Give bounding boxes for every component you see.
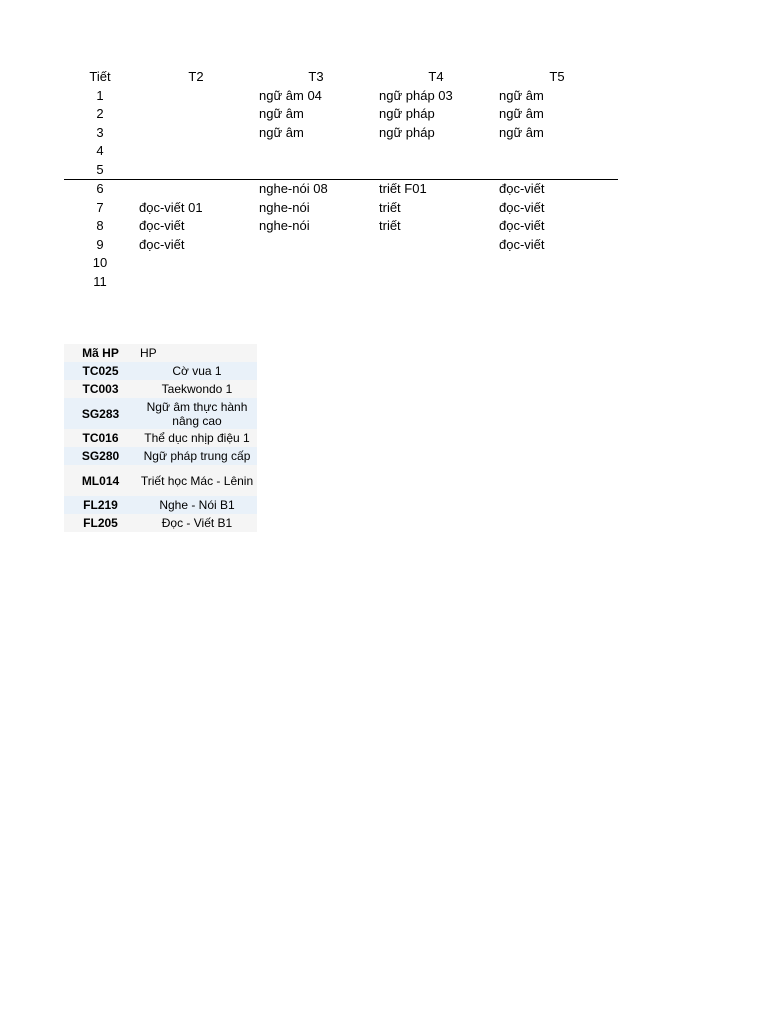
timetable [64,68,618,291]
timetable-cell [496,161,618,180]
course-row [64,398,257,429]
timetable-cell: đọc-viết [139,236,185,252]
header-t4: T4 [428,69,444,84]
timetable-cell [256,142,376,161]
timetable-row [64,236,618,255]
timetable-row [64,161,618,180]
timetable-row [64,273,618,292]
timetable-row [64,105,618,124]
course-header-row [64,344,257,362]
timetable-row [64,199,618,218]
course-code: FL205 [83,516,118,530]
course-code-header: Mã HP [82,346,119,360]
timetable-cell: ngữ pháp 03 [379,87,453,103]
course-code: TC016 [82,431,119,445]
timetable-cell: ngữ âm [499,106,544,121]
timetable-cell [136,124,256,143]
course-code: TC003 [82,382,119,396]
timetable-cell: đọc-viết [499,218,545,233]
timetable-cell [376,236,496,255]
course-row [64,362,257,380]
timetable-cell: ngữ âm 04 [259,87,322,103]
period-number: 8 [96,218,104,233]
timetable-cell [136,254,256,273]
course-row [64,496,257,514]
timetable-cell [376,142,496,161]
timetable-cell [376,254,496,273]
timetable-cell: ngữ âm [499,124,544,140]
timetable-cell [376,161,496,180]
course-row [64,380,257,398]
timetable-cell: ngữ âm [259,106,304,121]
course-name-header: HP [140,346,157,360]
period-number: 7 [96,199,104,215]
period-number: 4 [96,143,104,158]
timetable-row [64,254,618,273]
header-t3: T3 [308,69,324,84]
period-number: 1 [96,87,104,103]
course-name: Cờ vua 1 [172,364,222,378]
course-name: Ngữ âm thực hành nâng cao [146,399,248,428]
timetable-cell: đọc-viết [499,236,545,252]
timetable-cell [136,273,256,292]
timetable-cell: nghe-nói [259,199,310,215]
course-row [64,465,257,496]
timetable-cell [376,273,496,292]
period-number: 2 [96,106,104,121]
course-code: FL219 [83,498,118,512]
timetable-cell [256,273,376,292]
course-name: Đọc - Viết B1 [161,516,233,530]
course-name: Taekwondo 1 [161,382,233,396]
timetable-row [64,180,618,199]
period-number: 6 [64,180,136,199]
period-number: 3 [96,124,104,140]
course-code: TC025 [82,364,119,378]
timetable-cell: ngữ pháp [379,106,435,121]
course-row [64,447,257,465]
timetable-cell: triết F01 [376,180,496,199]
timetable-cell: nghe-nói [259,218,310,233]
timetable-row [64,217,618,236]
period-number: 9 [96,236,104,252]
timetable-cell [256,236,376,255]
course-code: SG283 [81,406,120,421]
timetable-row [64,124,618,143]
timetable-body [64,87,618,292]
timetable-row [64,87,618,106]
timetable-row [64,142,618,161]
timetable-cell: triết [379,218,401,233]
timetable-cell: ngữ âm [499,87,544,103]
timetable-cell [496,273,618,292]
timetable-cell: đọc-viết [139,218,185,233]
course-name: Triết học Mác - Lênin [140,473,254,488]
timetable-cell: ngữ pháp [379,124,435,140]
timetable-cell [136,87,256,106]
timetable-cell [256,161,376,180]
timetable-cell [496,254,618,273]
timetable-cell: đọc-viết 01 [139,199,203,215]
timetable-cell [136,180,256,199]
course-row [64,429,257,447]
course-name: Ngữ pháp trung cấp [143,449,251,463]
course-name: Nghe - Nói B1 [159,498,235,512]
timetable-cell: triết [379,199,401,215]
course-code: ML014 [81,473,120,488]
timetable-cell [136,142,256,161]
timetable-cell [136,161,256,180]
course-table [64,344,257,532]
timetable-cell: đọc-viết [496,180,618,199]
header-period: Tiết [89,69,111,84]
period-number: 10 [92,255,108,270]
course-row [64,514,257,532]
header-t2: T2 [188,69,204,84]
timetable-cell [496,142,618,161]
timetable-header-row [64,68,618,87]
period-number: 5 [96,161,104,177]
course-name: Thể dục nhịp điệu 1 [144,431,250,445]
period-number: 11 [93,273,107,289]
course-table-body [64,344,257,532]
timetable-cell: nghe-nói 08 [256,180,376,199]
header-t5: T5 [549,69,565,84]
timetable-cell [256,254,376,273]
course-code: SG280 [81,449,120,463]
timetable-cell: ngữ âm [259,124,304,140]
timetable-cell: đọc-viết [499,199,545,215]
timetable-cell [136,105,256,124]
